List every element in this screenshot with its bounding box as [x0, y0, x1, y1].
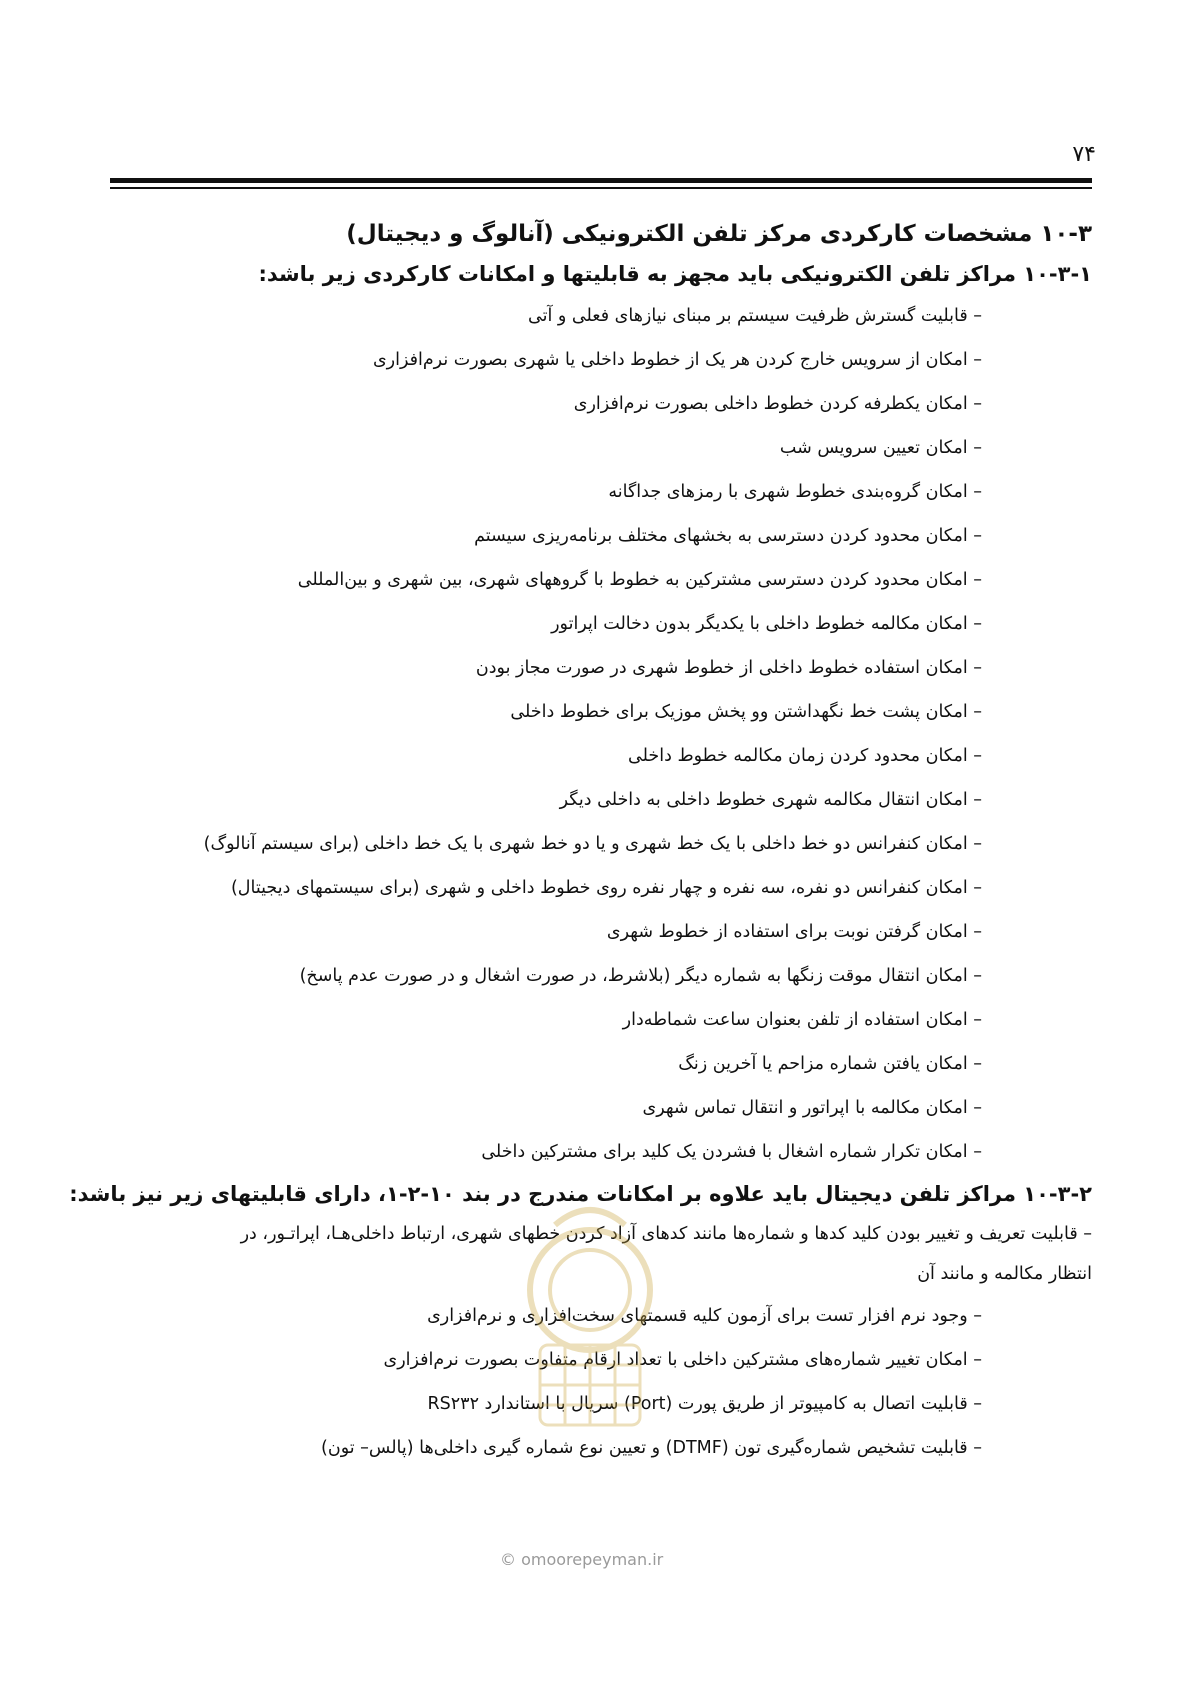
list-item: – امکان کنفرانس دو نفره، سه نفره و چهار نفره روی خطوط داخلی و شهری (برای سیستمهای دیجیتال) [230, 878, 982, 898]
subsection-2-title: ۱۰-۳-۲ مراکز تلفن دیجیتال باید علاوه بر امکانات مندرج در بند ۱۰-۲-۱، دارای قابلیتهای زیر نیز باشد: [69, 1182, 1092, 1206]
watermark-text [500, 1550, 663, 1569]
list-item: – امکان انتقال مکالمه شهری خطوط داخلی به داخلی دیگر [559, 790, 982, 810]
header-rule-thick [110, 178, 1092, 183]
list-item: – امکان تعیین سرویس شب [779, 438, 982, 458]
list-item: – امکان محدود کردن زمان مکالمه خطوط داخلی [628, 746, 982, 766]
subsection-1-list [110, 294, 1092, 1174]
list-item: – قابلیت گسترش ظرفیت سیستم بر مبنای نیازهای فعلی و آتی [528, 306, 982, 326]
list-item: – امکان انتقال موقت زنگها به شماره دیگر (بلاشرط، در صورت اشغال و در صورت عدم پاسخ) [299, 966, 982, 986]
list-item: – امکان استفاده از تلفن بعنوان ساعت شماطه‌دار [622, 1010, 982, 1030]
list-item: – امکان پشت خط نگهداشتن وو پخش موزیک برای خطوط داخلی [510, 702, 982, 722]
list-item: – امکان استفاده خطوط داخلی از خطوط شهری در صورت مجاز بودن [475, 658, 982, 678]
list-item: – امکان گرفتن نوبت برای استفاده از خطوط شهری [606, 922, 982, 942]
list-item: – امکان گروه‌بندی خطوط شهری با رمزهای جداگانه [608, 482, 982, 502]
list-item: – قابلیت تشخیص شماره‌گیری تون (DTMF) و تعیین نوع شماره گیری داخلی‌ها (پالس– تون) [321, 1438, 982, 1458]
list-item: – امکان تغییر شماره‌های مشترکین داخلی با تعداد ارقام متفاوت بصورت نرم‌افزاری [383, 1350, 982, 1370]
watermark-logo [495, 1195, 685, 1440]
list-item: – امکان مکالمه خطوط داخلی با یکدیگر بدون دخالت اپراتور [551, 614, 982, 634]
watermark-url: omoorepeyman.ir [521, 1550, 664, 1569]
page-number: ۷۴ [1072, 142, 1096, 167]
list-item: – قابلیت اتصال به کامپیوتر از طریق پورت (Port) سریال با استاندارد RS۲۳۲ [427, 1394, 982, 1414]
header-rule-thin [110, 187, 1092, 189]
list-item: – امکان محدود کردن دسترسی به بخشهای مختلف برنامه‌ریزی سیستم [474, 526, 982, 546]
subsection-1-title: ۱۰-۳-۱ مراکز تلفن الکترونیکی باید مجهز به قابلیتها و امکانات کارکردی زیر باشد: [258, 262, 1092, 286]
list-item: – امکان مکالمه با اپراتور و انتقال تماس شهری [642, 1098, 982, 1118]
list-item: – امکان تکرار شماره اشغال با فشردن یک کلید برای مشترکین داخلی [481, 1142, 982, 1162]
list-item: – امکان از سرویس خارج کردن هر یک از خطوط داخلی یا شهری بصورت نرم‌افزاری [372, 350, 982, 370]
list-item: – امکان یکطرفه کردن خطوط داخلی بصورت نرم‌افزاری [573, 394, 982, 414]
list-item: – وجود نرم افزار تست برای آزمون کلیه قسمتهای سخت‌افزاری و نرم‌افزاری [427, 1306, 982, 1326]
section-title: ۱۰-۳ مشخصات کارکردی مرکز تلفن الکترونیکی (آنالوگ و دیجیتال) [346, 221, 1092, 247]
list-item: – امکان یافتن شماره مزاحم یا آخرین زنگ [678, 1054, 982, 1074]
list-item: – امکان محدود کردن دسترسی مشترکین به خطوط با گروههای شهری، بین شهری و بین‌المللی [297, 570, 982, 590]
copyright-icon: © [500, 1550, 516, 1569]
paragraph-line: انتظار مکالمه و مانند آن [917, 1264, 1092, 1284]
list-item: – امکان کنفرانس دو خط داخلی با یک خط شهری و یا دو خط شهری با یک خط داخلی (برای سیستم آنالوگ) [203, 834, 982, 854]
paragraph-line: – قابلیت تعریف و تغییر بودن کلید کدها و شماره‌ها مانند کدهای آزاد کردن خطهای شهری، ارتباط داخلی‌هـا، اپراتـور، در [240, 1224, 1092, 1244]
